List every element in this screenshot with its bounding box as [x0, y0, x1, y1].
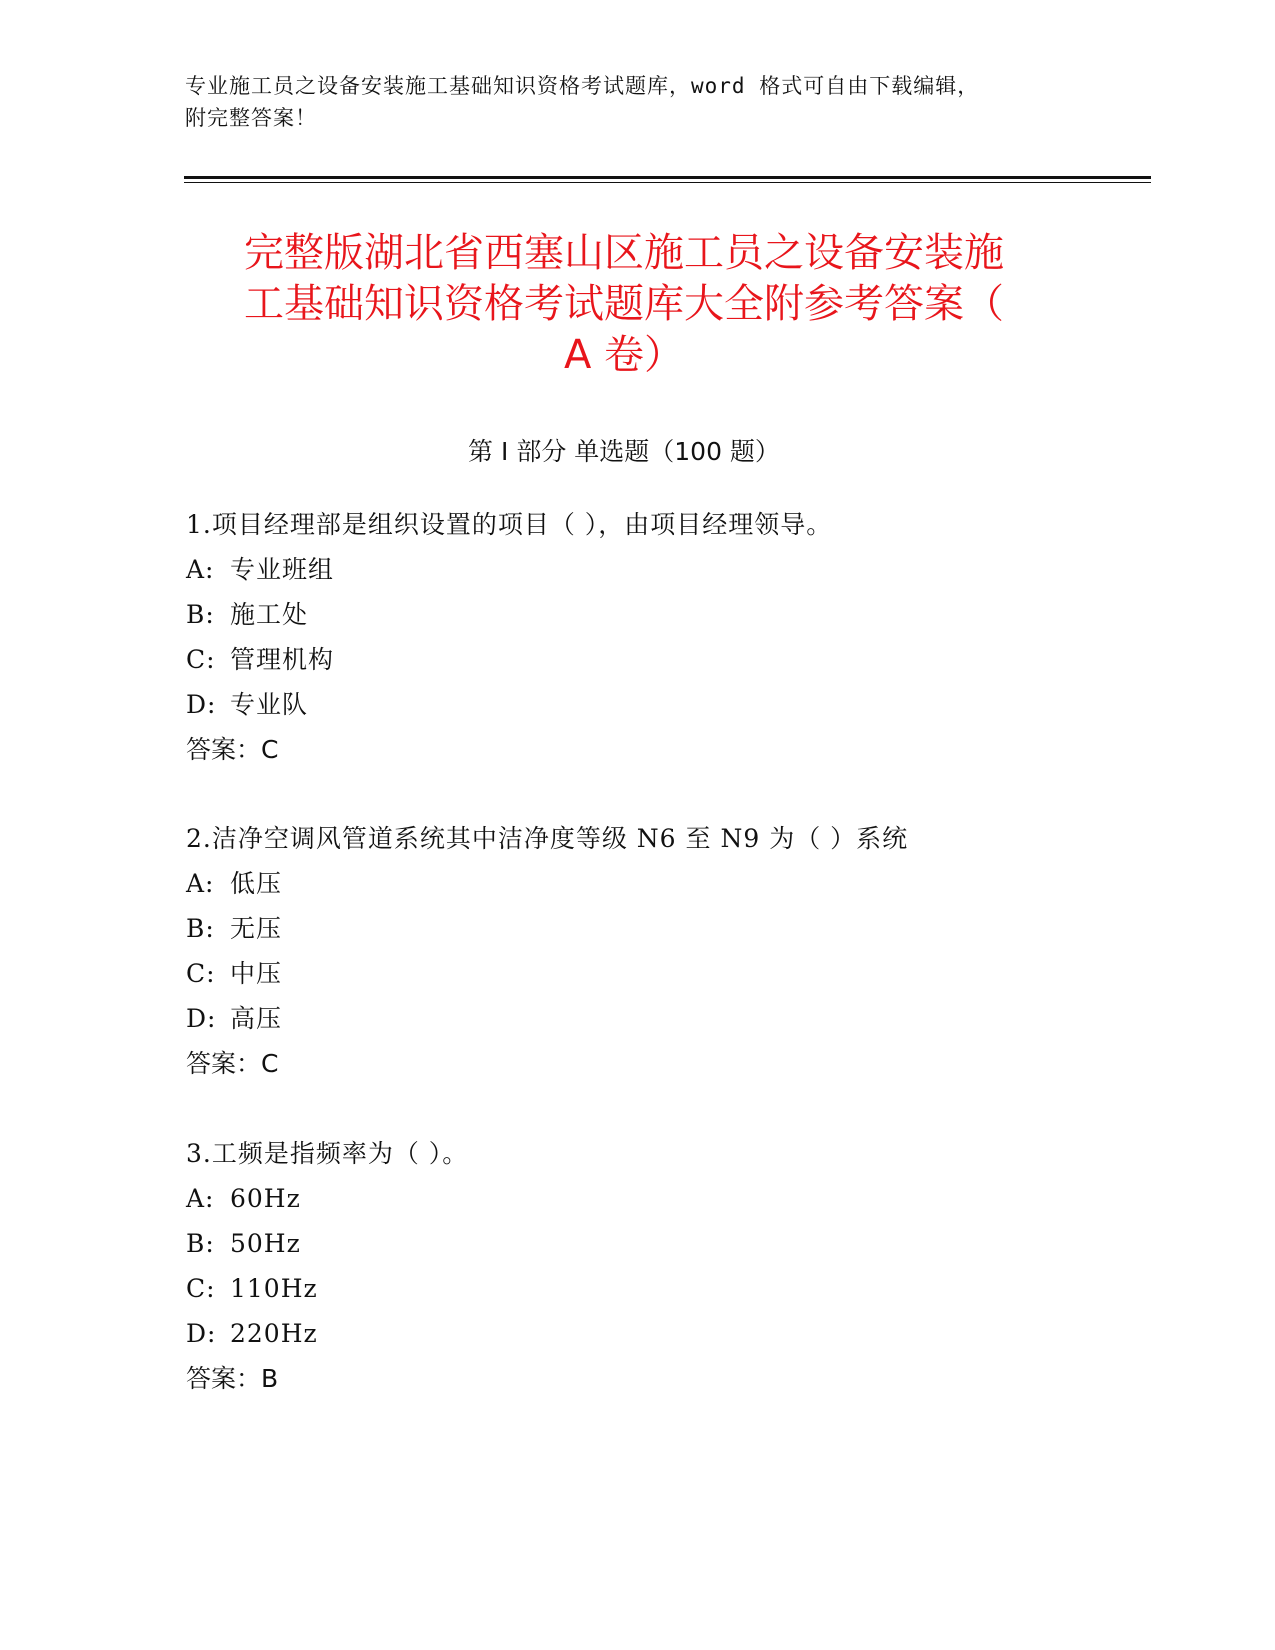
option-text: 60Hz	[230, 1184, 301, 1213]
download-note-line-2: 附完整答案！	[185, 106, 317, 130]
option-text: 管理机构	[230, 645, 335, 674]
option-letter: C:	[186, 959, 216, 988]
option-text: 无压	[230, 914, 283, 943]
answer: 答案：C	[186, 735, 279, 764]
option-d	[186, 996, 1186, 1041]
option-letter: A:	[186, 555, 215, 584]
download-note	[185, 70, 1085, 134]
header-divider-thick	[184, 176, 1151, 179]
option-a	[186, 861, 1186, 906]
option-text: 110Hz	[230, 1274, 318, 1303]
option-a	[186, 547, 1186, 592]
answer: 答案：B	[186, 1364, 279, 1393]
option-d	[186, 682, 1186, 727]
document-title-line-1: 完整版湖北省西塞山区施工员之设备安装施	[244, 230, 1004, 276]
option-c	[186, 951, 1186, 996]
option-text: 专业队	[230, 690, 309, 719]
question-1	[186, 502, 1186, 772]
option-letter: B:	[186, 1229, 215, 1258]
option-b	[186, 592, 1186, 637]
option-text: 专业班组	[230, 555, 335, 584]
option-letter: A:	[186, 869, 215, 898]
option-text: 低压	[230, 869, 283, 898]
option-letter: B:	[186, 600, 215, 629]
option-text: 中压	[230, 959, 283, 988]
option-letter: D:	[186, 690, 217, 719]
answer: 答案：C	[186, 1049, 279, 1078]
document-title-line-2: 工基础知识资格考试题库大全附参考答案（	[244, 281, 1004, 327]
section-heading: 第 I 部分 单选题（100 题）	[468, 437, 780, 466]
question-2	[186, 816, 1186, 1086]
option-letter: D:	[186, 1319, 217, 1348]
option-letter: C:	[186, 645, 216, 674]
question-stem: 2.洁净空调风管道系统其中洁净度等级 N6 至 N9 为（ ）系统	[186, 824, 909, 853]
option-letter: A:	[186, 1184, 215, 1213]
option-text: 施工处	[230, 600, 309, 629]
header-divider-thin	[184, 182, 1151, 183]
question-stem: 3.工频是指频率为（ ）。	[186, 1139, 469, 1168]
document-title	[184, 228, 1064, 381]
option-c	[186, 1266, 1186, 1311]
download-note-line-1: 专业施工员之设备安装施工基础知识资格考试题库，word 格式可自由下载编辑，	[185, 74, 980, 98]
question-stem: 1.项目经理部是组织设置的项目（ ），由项目经理领导。	[186, 510, 833, 539]
question-3	[186, 1131, 1186, 1401]
option-a	[186, 1176, 1186, 1221]
option-letter: D:	[186, 1004, 217, 1033]
option-letter: C:	[186, 1274, 216, 1303]
option-letter: B:	[186, 914, 215, 943]
option-b	[186, 906, 1186, 951]
option-b	[186, 1221, 1186, 1266]
document-title-line-3: A 卷）	[563, 332, 685, 378]
option-text: 220Hz	[230, 1319, 318, 1348]
option-c	[186, 637, 1186, 682]
option-text: 高压	[230, 1004, 283, 1033]
option-d	[186, 1311, 1186, 1356]
option-text: 50Hz	[230, 1229, 301, 1258]
